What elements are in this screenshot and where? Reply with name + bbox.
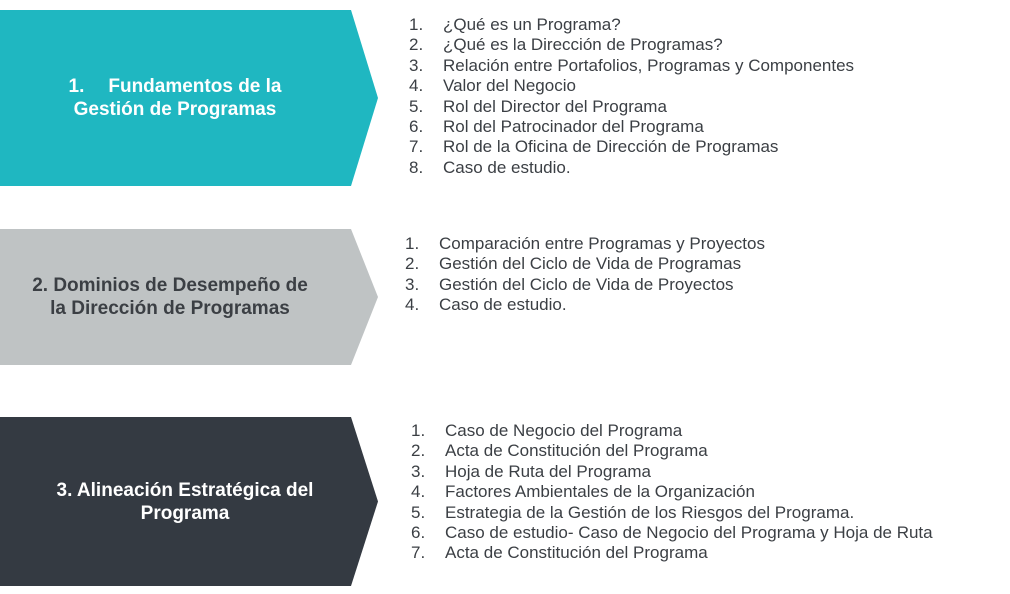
list-item: 1. Caso de Negocio del Programa <box>411 421 683 440</box>
list-item: 1. ¿Qué es un Programa? <box>409 15 621 34</box>
list-item: 6. Caso de estudio- Caso de Negocio del Programa y Hoja de Ruta <box>411 523 933 543</box>
list-item: 4. Valor del Negocio <box>409 76 576 96</box>
section-2-topic-list <box>405 234 765 316</box>
list-item: 2. ¿Qué es la Dirección de Programas? <box>409 35 723 55</box>
section-3-title-line1: 3. Alineación Estratégica del <box>56 479 314 501</box>
list-item: 1. Comparación entre Programas y Proyectos <box>405 234 765 253</box>
section-3 <box>0 417 1010 586</box>
list-item: 4. Caso de estudio. <box>405 295 567 315</box>
section-2 <box>0 229 1010 365</box>
list-item: 3. Hoja de Ruta del Programa <box>411 461 652 481</box>
list-item: 3. Gestión del Ciclo de Vida de Proyectos <box>405 274 734 294</box>
section-1-title <box>0 10 340 186</box>
list-item: 4. Factores Ambientales de la Organización <box>411 482 755 502</box>
section-1-title-line2: Gestión de Programas <box>73 99 277 120</box>
list-item: 3. Relación entre Portafolios, Programas y Componentes <box>409 55 855 75</box>
list-item: 5. Rol del Director del Programa <box>409 96 667 116</box>
section-2-title-line1: 2. Dominios de Desempeño de <box>32 275 308 296</box>
section-1-title-line1: Fundamentos de la <box>108 76 282 97</box>
section-3-topic-list <box>411 421 933 564</box>
section-1-topic-list <box>409 15 854 178</box>
section-1 <box>0 10 1010 186</box>
section-2-title <box>0 229 340 365</box>
section-3-title <box>0 417 370 586</box>
list-item: 2. Gestión del Ciclo de Vida de Programas <box>405 254 742 274</box>
section-1-number: 1. <box>68 76 85 97</box>
list-item: 6. Rol del Patrocinador del Programa <box>409 117 704 137</box>
list-item: 7. Acta de Constitución del Programa <box>411 543 708 563</box>
section-2-title-line2: la Dirección de Programas <box>50 298 290 319</box>
list-item: 5. Estrategia de la Gestión de los Riesgos del Programa. <box>411 502 855 522</box>
list-item: 8. Caso de estudio. <box>409 157 571 177</box>
section-3-title-line2: Programa <box>140 502 230 524</box>
list-item: 2. Acta de Constitución del Programa <box>411 441 708 461</box>
list-item: 7. Rol de la Oficina de Dirección de Programas <box>409 137 779 157</box>
